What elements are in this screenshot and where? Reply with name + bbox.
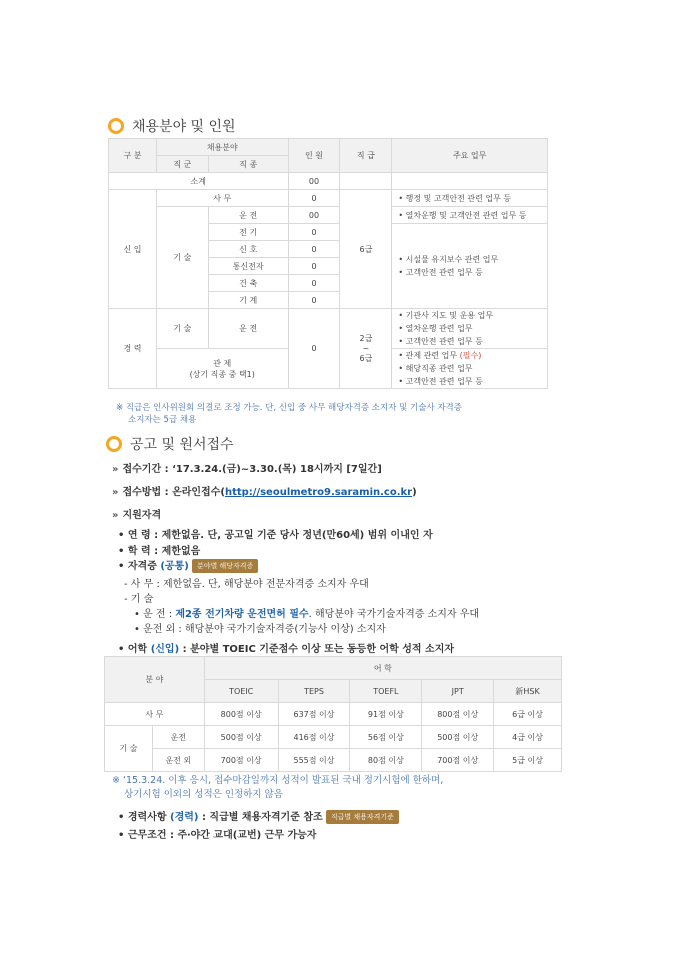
- apply-method: [112, 483, 417, 498]
- cert-line: [118, 557, 258, 573]
- career-text: • 경력사항: [118, 812, 170, 823]
- qualification-title: 지원자격: [122, 510, 162, 521]
- gr-grade-mid: ~: [362, 344, 370, 353]
- sinip-label: 신 입: [109, 190, 157, 309]
- work-line: [118, 826, 316, 841]
- t2-cell: 700점 이상: [204, 749, 278, 772]
- lang-note: [112, 774, 443, 802]
- t2-cell: 416점 이상: [278, 726, 350, 749]
- t2-cell: 800점 이상: [204, 703, 278, 726]
- t2-cell: 80점 이상: [350, 749, 422, 772]
- job-name: 운 전: [208, 207, 288, 224]
- gr-grade-bot: 6급: [359, 354, 373, 363]
- facility-duty-line: • 시설물 유지보수 관련 업무: [398, 255, 499, 264]
- section-title: 공고 및 원서접수: [130, 437, 234, 453]
- section-heading-recruit: [108, 116, 236, 136]
- gr-count: 0: [288, 309, 340, 389]
- facility-duty-line: • 고객안전 관련 업무 등: [398, 268, 483, 277]
- job-count: 0: [288, 292, 340, 309]
- job-name: 전 기: [208, 224, 288, 241]
- lang-line: [118, 640, 454, 655]
- gr-duty-line: • 열차운행 관련 업무: [398, 324, 473, 333]
- double-chevron-icon: »: [112, 464, 119, 475]
- cert-gisul: - 기 술: [124, 594, 154, 605]
- gwanje-duty-text: • 관제 관련 업무: [398, 351, 460, 360]
- t2-col-header: TOEFL: [350, 680, 422, 703]
- t2-header-field: 분 야: [105, 657, 205, 703]
- t2-cell: 91점 이상: [350, 703, 422, 726]
- job-count: 0: [288, 224, 340, 241]
- gwanje-duty-line: • 고객안전 관련 업무 등: [398, 377, 483, 386]
- cert-common: (공통): [160, 561, 189, 572]
- t2-cell: 500점 이상: [204, 726, 278, 749]
- header-gubun: 구 분: [109, 139, 157, 173]
- note-line: ※ 직급은 인사위원회 의결로 조정 가능. 단, 신입 중 사무 해당자격증 소지자 및 기술사 자격증: [116, 403, 462, 413]
- sinip-grade: 6급: [340, 190, 392, 309]
- language-score-table: [104, 656, 562, 772]
- lang-new: (신입): [150, 644, 180, 655]
- lang-desc: : 분야별 TOEIC 기준점수 이상 또는 동등한 어학 성적 소지자: [179, 644, 455, 655]
- job-name: 건 축: [208, 275, 288, 292]
- double-chevron-icon: »: [112, 487, 119, 498]
- gyeongryeok-label: 경 력: [109, 309, 157, 389]
- cert-unjeon-pref: . 해당분야 국가기술자격증 소지자 우대: [308, 609, 480, 620]
- samu-count: 0: [288, 190, 340, 207]
- subtotal-count: 00: [288, 173, 340, 190]
- t2-cell: 500점 이상: [422, 726, 494, 749]
- job-count: 0: [288, 258, 340, 275]
- cert-unjeon-required: 제2종 전기차량 운전면허 필수: [175, 609, 309, 620]
- gwanje-cell: [156, 349, 288, 389]
- facility-duty: [392, 224, 548, 309]
- cert-text: • 자격증: [118, 561, 161, 572]
- gr-gisul-label: 기 술: [156, 309, 208, 349]
- apply-period-text: 접수기간 : ‘17.3.24.(금)~3.30.(목) 18시까지 [7일간]: [122, 464, 382, 475]
- note-line: 상기시험 이외의 성적은 인정하지 않음: [124, 789, 283, 800]
- t2-col-header: JPT: [422, 680, 494, 703]
- bullet-ring-icon: [108, 118, 124, 134]
- gwanje-label: 관 제: [213, 358, 232, 368]
- apply-method-end: ): [412, 487, 417, 498]
- t2-cell: 5급 이상: [494, 749, 562, 772]
- t2-col-header: TOEIC: [204, 680, 278, 703]
- gr-duty-line: • 고객안전 관련 업무 등: [398, 337, 483, 346]
- career-badge: 직급별 채용자격기준: [326, 810, 399, 824]
- t2-row-group: 기 술: [105, 726, 153, 772]
- note-line: ※ ‘15.3.24. 이후 응시, 접수마감일까지 성적이 발표된 국내 정기시험에 한하며,: [112, 775, 444, 786]
- header-jikgun: 직 군: [156, 156, 208, 173]
- t2-col-header: TEPS: [278, 680, 350, 703]
- t2-cell: 637점 이상: [278, 703, 350, 726]
- header-grade: 직 급: [340, 139, 392, 173]
- job-count: 0: [288, 241, 340, 258]
- unjeon-duty: • 열차운행 및 고객안전 관련 업무 등: [392, 207, 548, 224]
- bullet-ring-icon: [106, 436, 122, 452]
- gwanje-duty-line: • 해당직종 관련 업무: [398, 364, 473, 373]
- gr-duty: [392, 309, 548, 349]
- t2-cell: 56점 이상: [350, 726, 422, 749]
- cert-other: • 운전 외 : 해당분야 국가기술자격증(기능사 이상) 소지자: [134, 624, 386, 635]
- t2-cell: 800점 이상: [422, 703, 494, 726]
- double-chevron-icon: »: [112, 510, 119, 521]
- age-text: • 연 령 : 제한없음. 단, 공고일 기준 당사 정년(만60세) 범위 이내인 자: [118, 530, 433, 541]
- gwanje-duty-line: [398, 349, 544, 362]
- job-count: 0: [288, 275, 340, 292]
- t2-row-label: 운전 외: [152, 749, 204, 772]
- career-desc: : 직급별 채용자격기준 참조: [198, 812, 323, 823]
- career-line: [118, 808, 399, 824]
- section-heading-apply: [106, 434, 234, 454]
- t2-row-label: 사 무: [105, 703, 205, 726]
- work-text: • 근무조건 : 주‧야간 교대(교번) 근무 가능자: [118, 830, 317, 841]
- t2-header-lang: 어 학: [204, 657, 561, 680]
- t2-cell: 555점 이상: [278, 749, 350, 772]
- job-name: 통신전자: [208, 258, 288, 275]
- cert-unjeon-label: • 운 전 :: [134, 609, 176, 620]
- t2-col-header: 新HSK: [494, 680, 562, 703]
- lang-text: • 어학: [118, 644, 151, 655]
- recruitment-table: [108, 138, 548, 389]
- note-line: 소지자는 5급 채용: [128, 415, 197, 425]
- section-title: 채용분야 및 인원: [132, 119, 236, 135]
- apply-method-text: 접수방법 : 온라인접수(: [122, 487, 225, 498]
- header-duty: 주요 업무: [392, 139, 548, 173]
- gr-unjeon-label: 운 전: [208, 309, 288, 349]
- gwanje-sub: (상기 직종 중 택1): [189, 369, 255, 379]
- qualification-heading: [112, 506, 161, 521]
- job-name: 신 호: [208, 241, 288, 258]
- t2-cell: 700점 이상: [422, 749, 494, 772]
- gwanje-duty: [392, 349, 548, 389]
- required-mark: (필수): [459, 351, 482, 360]
- samu-label: 사 무: [156, 190, 288, 207]
- header-field: 채용분야: [156, 139, 288, 156]
- edu-text: • 학 력 : 제한없음: [118, 546, 201, 557]
- t2-cell: 6급 이상: [494, 703, 562, 726]
- career-tag: (경력): [170, 812, 199, 823]
- subtotal-label: 소계: [109, 173, 289, 190]
- edu-line: [118, 542, 200, 557]
- apply-period: [112, 460, 382, 475]
- t2-cell: 4급 이상: [494, 726, 562, 749]
- grade-note: [116, 402, 462, 426]
- gisul-label: 기 술: [156, 207, 208, 309]
- gr-duty-line: • 기관사 지도 및 운용 업무: [398, 311, 494, 320]
- job-count: 00: [288, 207, 340, 224]
- samu-duty: • 행정 및 고객안전 관련 업무 등: [392, 190, 548, 207]
- job-name: 기 계: [208, 292, 288, 309]
- t2-row-label: 운전: [152, 726, 204, 749]
- cert-samu: - 사 무 : 제한없음. 단, 해당분야 전문자격증 소지자 우대: [124, 579, 369, 590]
- cert-badge: 분야별 해당자격증: [192, 559, 258, 573]
- apply-site-link[interactable]: http://seoulmetro9.saramin.co.kr: [224, 487, 413, 498]
- age-line: [118, 526, 433, 541]
- header-count: 인 원: [288, 139, 340, 173]
- gr-grade-top: 2급: [359, 334, 373, 343]
- header-jikjong: 직 종: [208, 156, 288, 173]
- cert-unjeon: [134, 605, 479, 620]
- gr-grade: [340, 309, 392, 389]
